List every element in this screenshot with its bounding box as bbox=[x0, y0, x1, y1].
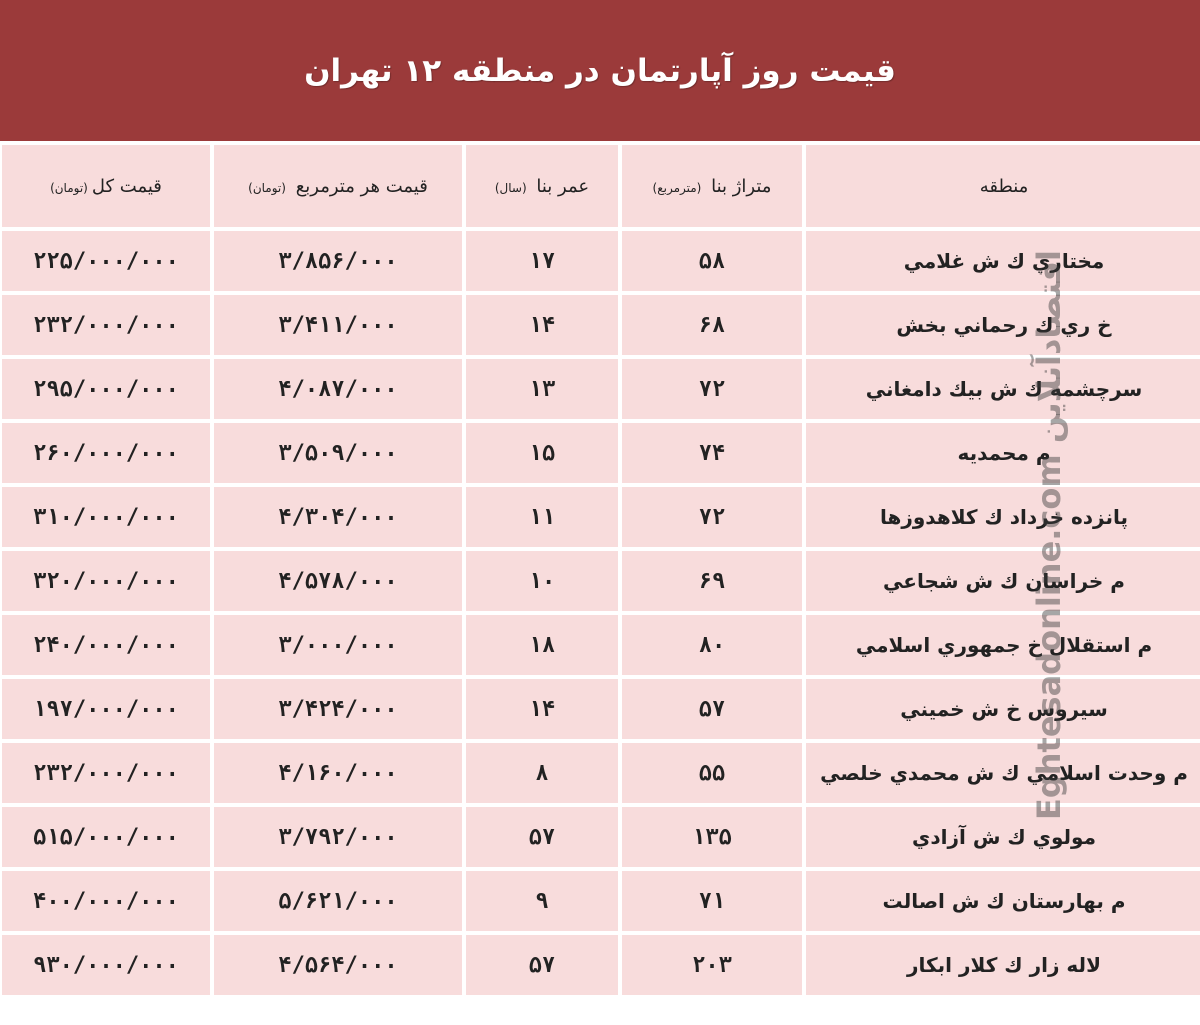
cell-price-per-sqm: ۴/۱۶۰/۰۰۰ bbox=[214, 743, 462, 803]
cell-total-price: ۲۹۵/۰۰۰/۰۰۰ bbox=[2, 359, 210, 419]
table-row bbox=[2, 295, 1200, 355]
header-price-per-sqm-label: قیمت هر مترمربع bbox=[295, 175, 428, 197]
cell-price-per-sqm: ۳/۵۰۹/۰۰۰ bbox=[214, 423, 462, 483]
cell-price-per-sqm: ۵/۶۲۱/۰۰۰ bbox=[214, 871, 462, 931]
cell-region: م استقلال خ جمهوري اسلامي bbox=[806, 615, 1200, 675]
header-price-per-sqm bbox=[214, 145, 462, 227]
cell-price-per-sqm: ۳/۴۲۴/۰۰۰ bbox=[214, 679, 462, 739]
cell-area: ۵۸ bbox=[622, 231, 802, 291]
cell-area: ۶۹ bbox=[622, 551, 802, 611]
table-row bbox=[2, 615, 1200, 675]
cell-total-price: ۵۱۵/۰۰۰/۰۰۰ bbox=[2, 807, 210, 867]
cell-age: ۱۷ bbox=[466, 231, 618, 291]
price-table bbox=[0, 141, 1200, 999]
watermark-logo: Eghtesadonline.com اقتصادآنلاین bbox=[1030, 250, 1068, 820]
cell-area: ۷۲ bbox=[622, 359, 802, 419]
header-area-label: متراژ بنا bbox=[711, 175, 772, 197]
cell-total-price: ۳۱۰/۰۰۰/۰۰۰ bbox=[2, 487, 210, 547]
cell-price-per-sqm: ۳/۴۱۱/۰۰۰ bbox=[214, 295, 462, 355]
cell-area: ۷۱ bbox=[622, 871, 802, 931]
cell-price-per-sqm: ۳/۰۰۰/۰۰۰ bbox=[214, 615, 462, 675]
cell-age: ۱۴ bbox=[466, 295, 618, 355]
cell-price-per-sqm: ۴/۵۶۴/۰۰۰ bbox=[214, 935, 462, 995]
cell-region: لاله زار ك كلار ابكار bbox=[806, 935, 1200, 995]
table-row bbox=[2, 551, 1200, 611]
cell-age: ۸ bbox=[466, 743, 618, 803]
cell-region: م خراسان ك ش شجاعي bbox=[806, 551, 1200, 611]
cell-region: م وحدت اسلامي ك ش محمدي خلصي bbox=[806, 743, 1200, 803]
cell-total-price: ۲۳۲/۰۰۰/۰۰۰ bbox=[2, 295, 210, 355]
table-row bbox=[2, 359, 1200, 419]
cell-age: ۵۷ bbox=[466, 935, 618, 995]
header-age-unit: (سال) bbox=[494, 180, 527, 195]
cell-total-price: ۲۲۵/۰۰۰/۰۰۰ bbox=[2, 231, 210, 291]
cell-total-price: ۳۲۰/۰۰۰/۰۰۰ bbox=[2, 551, 210, 611]
cell-area: ۸۰ bbox=[622, 615, 802, 675]
cell-area: ۶۸ bbox=[622, 295, 802, 355]
header-age bbox=[466, 145, 618, 227]
cell-price-per-sqm: ۴/۳۰۴/۰۰۰ bbox=[214, 487, 462, 547]
cell-area: ۲۰۳ bbox=[622, 935, 802, 995]
cell-region: م بهارستان ك ش اصالت bbox=[806, 871, 1200, 931]
table-row bbox=[2, 871, 1200, 931]
table-row bbox=[2, 231, 1200, 291]
cell-age: ۱۴ bbox=[466, 679, 618, 739]
table-row bbox=[2, 487, 1200, 547]
table-row bbox=[2, 423, 1200, 483]
cell-age: ۱۳ bbox=[466, 359, 618, 419]
cell-area: ۵۷ bbox=[622, 679, 802, 739]
cell-area: ۵۵ bbox=[622, 743, 802, 803]
page-title: قیمت روز آپارتمان در منطقه ۱۲ تهران bbox=[304, 52, 896, 89]
cell-age: ۱۰ bbox=[466, 551, 618, 611]
cell-age: ۵۷ bbox=[466, 807, 618, 867]
cell-area: ۷۲ bbox=[622, 487, 802, 547]
cell-area: ۱۳۵ bbox=[622, 807, 802, 867]
header-area bbox=[622, 145, 802, 227]
cell-total-price: ۲۳۲/۰۰۰/۰۰۰ bbox=[2, 743, 210, 803]
header-region bbox=[806, 145, 1200, 227]
cell-region: سرچشمه ك ش بيك دامغاني bbox=[806, 359, 1200, 419]
table-header-row bbox=[2, 145, 1200, 227]
header-total-price bbox=[2, 145, 210, 227]
cell-age: ۱۱ bbox=[466, 487, 618, 547]
cell-region: م محمديه bbox=[806, 423, 1200, 483]
header-age-label: عمر بنا bbox=[536, 175, 590, 197]
header-area-unit: (مترمربع) bbox=[652, 180, 702, 195]
cell-age: ۱۵ bbox=[466, 423, 618, 483]
header-total-price-unit: (تومان) bbox=[50, 180, 88, 195]
cell-age: ۱۸ bbox=[466, 615, 618, 675]
cell-price-per-sqm: ۳/۷۹۲/۰۰۰ bbox=[214, 807, 462, 867]
cell-total-price: ۱۹۷/۰۰۰/۰۰۰ bbox=[2, 679, 210, 739]
cell-region: مولوي ك ش آزادي bbox=[806, 807, 1200, 867]
cell-price-per-sqm: ۴/۰۸۷/۰۰۰ bbox=[214, 359, 462, 419]
table-row bbox=[2, 679, 1200, 739]
header-price-per-sqm-unit: (تومان) bbox=[248, 180, 286, 195]
title-banner bbox=[0, 0, 1200, 141]
cell-area: ۷۴ bbox=[622, 423, 802, 483]
cell-total-price: ۹۳۰/۰۰۰/۰۰۰ bbox=[2, 935, 210, 995]
cell-price-per-sqm: ۴/۵۷۸/۰۰۰ bbox=[214, 551, 462, 611]
cell-total-price: ۲۶۰/۰۰۰/۰۰۰ bbox=[2, 423, 210, 483]
table-row bbox=[2, 807, 1200, 867]
cell-region: سيروس خ ش خميني bbox=[806, 679, 1200, 739]
cell-total-price: ۴۰۰/۰۰۰/۰۰۰ bbox=[2, 871, 210, 931]
cell-region: پانزده خرداد ك كلاهدوزها bbox=[806, 487, 1200, 547]
cell-region: خ ري ك رحماني بخش bbox=[806, 295, 1200, 355]
cell-total-price: ۲۴۰/۰۰۰/۰۰۰ bbox=[2, 615, 210, 675]
header-region-label: منطقه bbox=[979, 175, 1029, 197]
cell-age: ۹ bbox=[466, 871, 618, 931]
price-table-container bbox=[0, 141, 1200, 1025]
table-row bbox=[2, 935, 1200, 995]
header-total-price-label: قیمت کل bbox=[91, 175, 162, 197]
table-row bbox=[2, 743, 1200, 803]
cell-price-per-sqm: ۳/۸۵۶/۰۰۰ bbox=[214, 231, 462, 291]
cell-region: مختاري ك ش غلامي bbox=[806, 231, 1200, 291]
